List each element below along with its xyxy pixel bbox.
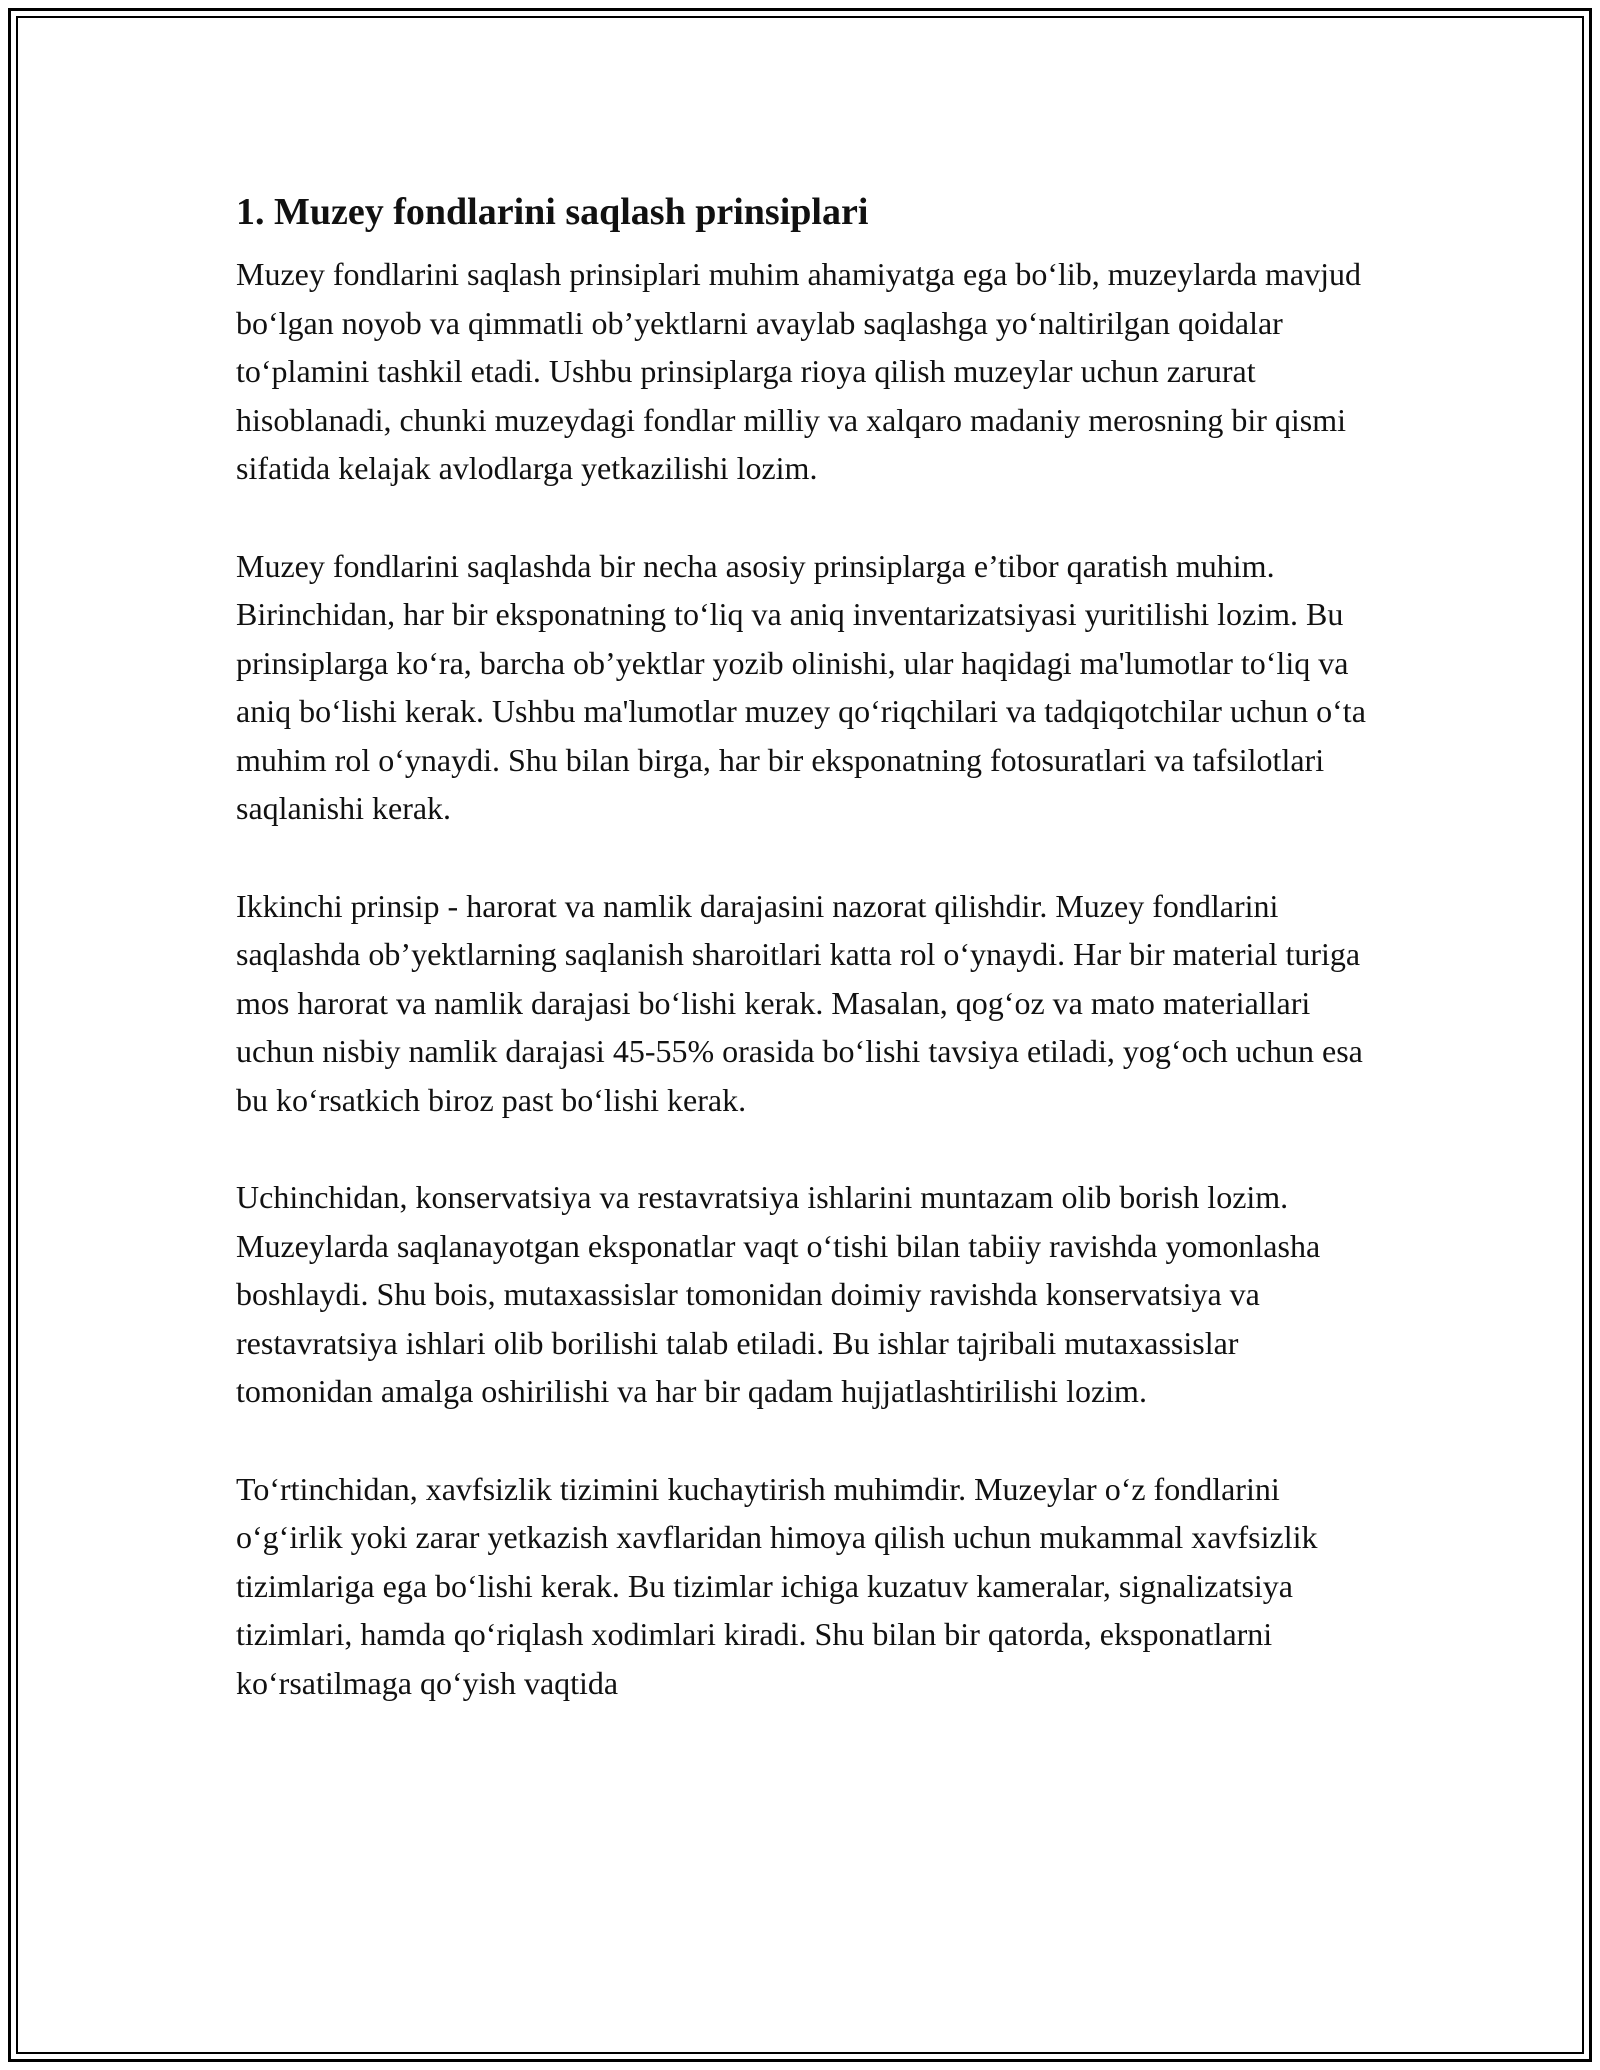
paragraph-2: Muzey fondlarini saqlashda bir necha asosiy prinsiplarga e’tibor qaratish muhim. Birinchidan, har bir eksponatning to‘liq va aniq inventarizatsiyasi yuritilishi lozim. Bu prinsiplarga ko‘ra, barcha ob’yektlar yozib olinishi, ular haqidagi ma'lumotlar to‘liq va aniq bo‘lishi kerak. Ushbu ma'lumotlar muzey qo‘riqchilari va tadqiqotchilar uchun o‘ta muhim rol o‘ynaydi. Shu bilan birga, har bir eksponatning fotosuratlari va tafsilotlari saqlanishi kerak.: [236, 547, 1366, 826]
paragraph-5: To‘rtinchidan, xavfsizlik tizimini kuchaytirish muhimdir. Muzeylar o‘z fondlarini o‘g‘irlik yoki zarar yetkazish xavflaridan himoya qilish uchun mukammal xavfsizlik tizimlariga ega bo‘lishi kerak. Bu tizimlar ichiga kuzatuv kameralar, signalizatsiya tizimlari, hamda qo‘riqlash xodimlari kiradi. Shu bilan bir qatorda, eksponatlarni ko‘rsatilmaga qo‘yish vaqtida: [236, 1470, 1318, 1701]
section-heading: 1. Muzey fondlarini saqlash prinsiplari: [236, 191, 869, 233]
paragraph-4: Uchinchidan, konservatsiya va restavratsiya ishlarini muntazam olib borish lozim. Muzeylarda saqlanayotgan eksponatlar vaqt o‘tishi bilan tabiiy ravishda yomonlasha boshlaydi. Shu bois, mutaxassislar tomonidan doimiy ravishda konservatsiya va restavratsiya ishlari olib borilishi talab etiladi. Bu ishlar tajribali mutaxassislar tomonidan amalga oshirilishi va har bir qadam hujjatlashtirilishi lozim.: [236, 1179, 1321, 1409]
document-body: [236, 186, 1366, 1756]
paragraph-1: Muzey fondlarini saqlash prinsiplari muhim ahamiyatga ega bo‘lib, muzeylarda mavjud bo‘lgan noyob va qimmatli ob’yektlarni avaylab saqlashga yo‘naltirilgan qoidalar to‘plamini tashkil etadi. Ushbu prinsiplarga rioya qilish muzeylar uchun zarurat hisoblanadi, chunki muzeydagi fondlar milliy va xalqaro madaniy merosning bir qismi sifatida kelajak avlodlarga yetkazilishi lozim.: [236, 256, 1362, 486]
paragraph-3: Ikkinchi prinsip - harorat va namlik darajasini nazorat qilishdir. Muzey fondlarini saqlashda ob’yektlarning saqlanish sharoitlari katta rol o‘ynaydi. Har bir material turiga mos harorat va namlik darajasi bo‘lishi kerak. Masalan, qog‘oz va mato materiallari uchun nisbiy namlik darajasi 45-55% orasida bo‘lishi tavsiya etiladi, yog‘och uchun esa bu ko‘rsatkich biroz past bo‘lishi kerak.: [236, 887, 1363, 1118]
